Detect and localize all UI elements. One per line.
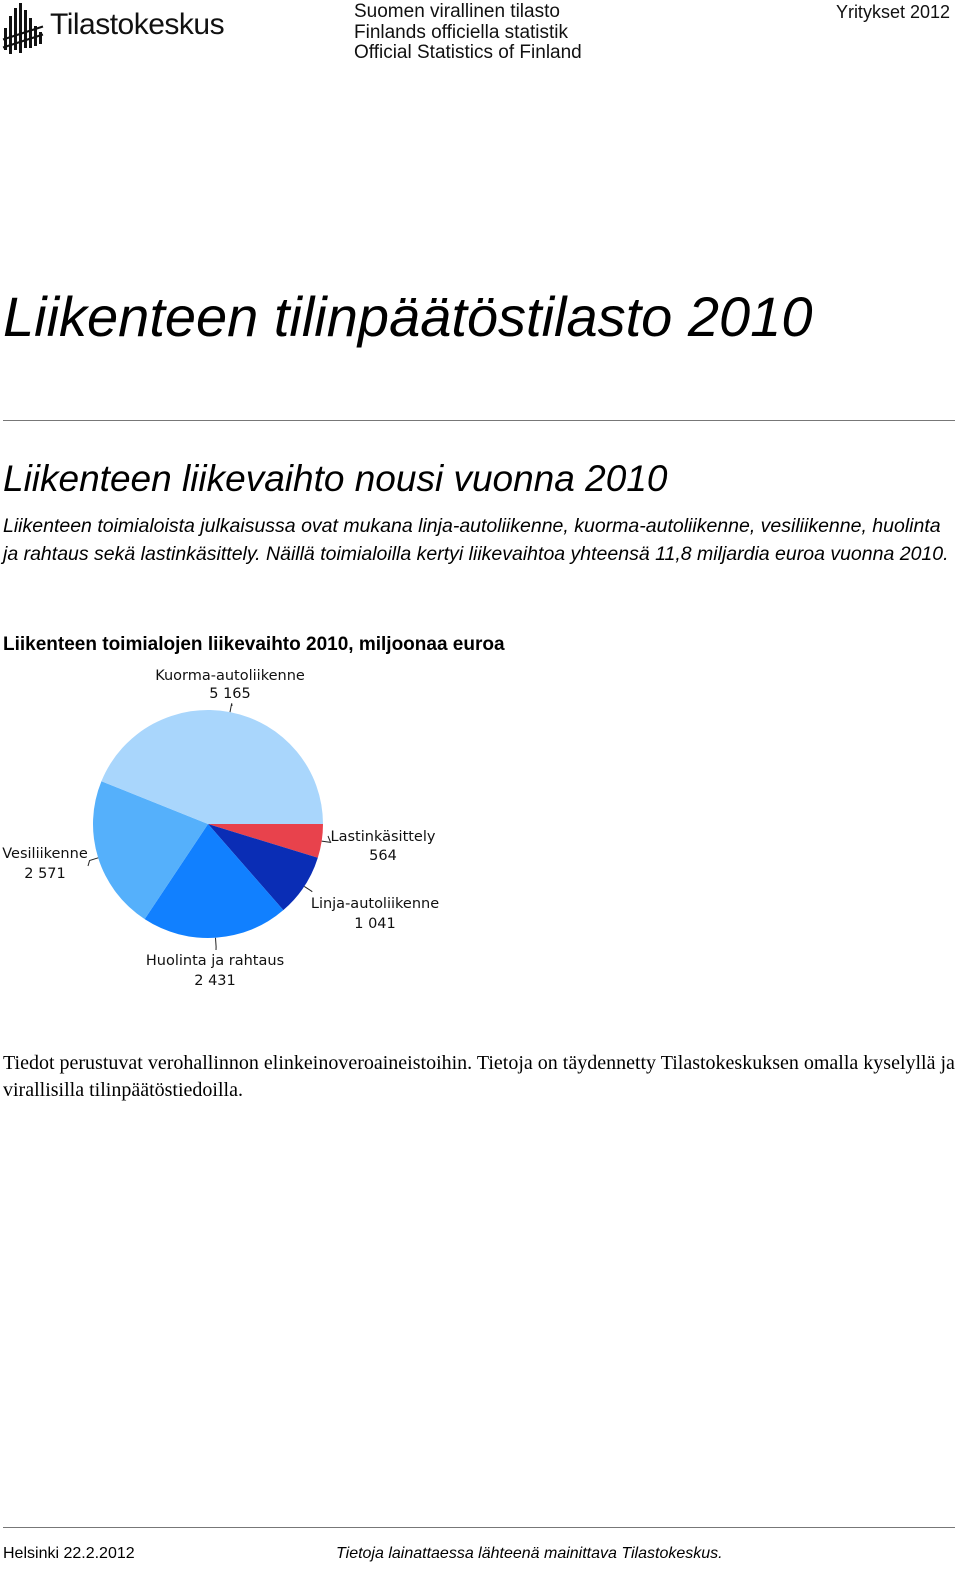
footer-citation: Tietoja lainattaessa lähteenä mainittava Tilastokeskus. bbox=[336, 1545, 723, 1562]
slice-label-value: 564 bbox=[369, 848, 397, 864]
footer-date: Helsinki 22.2.2012 bbox=[3, 1545, 135, 1562]
logo-text: Tilastokeskus bbox=[50, 8, 225, 41]
section-heading: Liikenteen liikevaihto nousi vuonna 2010 bbox=[3, 458, 668, 499]
slice-label-name: Lastinkäsittely bbox=[330, 829, 436, 845]
logo-mark-icon bbox=[3, 3, 44, 54]
footer-divider bbox=[3, 1527, 955, 1528]
leader-line bbox=[304, 886, 312, 892]
leader-line bbox=[88, 858, 98, 866]
slice-label-name: Linja-autoliikenne bbox=[310, 896, 440, 912]
pie-chart bbox=[0, 660, 480, 1000]
slice-label-name: Kuorma-autoliikenne bbox=[155, 668, 305, 684]
leader-line bbox=[322, 836, 331, 842]
official-statistics-label bbox=[354, 2, 582, 64]
series-label: Yritykset 2012 bbox=[835, 2, 950, 22]
page-title: Liikenteen tilinpäätöstilasto 2010 bbox=[3, 285, 813, 348]
leader-line bbox=[230, 703, 232, 712]
title-divider bbox=[3, 420, 955, 421]
official-line-sv: Finlands officiella statistik bbox=[354, 21, 569, 43]
slice-label-value: 2 571 bbox=[24, 866, 66, 882]
slice-label-value: 5 165 bbox=[209, 686, 251, 702]
slice-label-value: 1 041 bbox=[354, 916, 396, 932]
pie-slices bbox=[93, 710, 323, 938]
slice-label-name: Huolinta ja rahtaus bbox=[145, 953, 285, 969]
slice-label-value: 2 431 bbox=[194, 973, 236, 989]
official-line-en: Official Statistics of Finland bbox=[354, 42, 582, 63]
slice-label-name: Vesiliikenne bbox=[2, 846, 88, 862]
data-source-note: Tiedot perustuvat verohallinnon elinkeinoveroaineistoihin. Tietoja on täydennetty Tilastokeskuksen omalla kyselyllä ja virallisilla tilinpäätöstiedoilla. bbox=[3, 1052, 955, 1101]
intro-paragraph: Liikenteen toimialoista julkaisussa ovat mukana linja-autoliikenne, kuorma-autoliikenne, vesiliikenne, huolinta ja rahtaus sekä lastinkäsittely. Näillä toimialoilla kertyi liikevaihtoa yhteensä 11,8 miljardia euroa vuonna 2010. bbox=[3, 515, 949, 565]
official-line-fi: Suomen virallinen tilasto bbox=[354, 1, 560, 22]
leader-line bbox=[216, 938, 217, 950]
chart-title: Liikenteen toimialojen liikevaihto 2010, miljoonaa euroa bbox=[3, 634, 505, 655]
